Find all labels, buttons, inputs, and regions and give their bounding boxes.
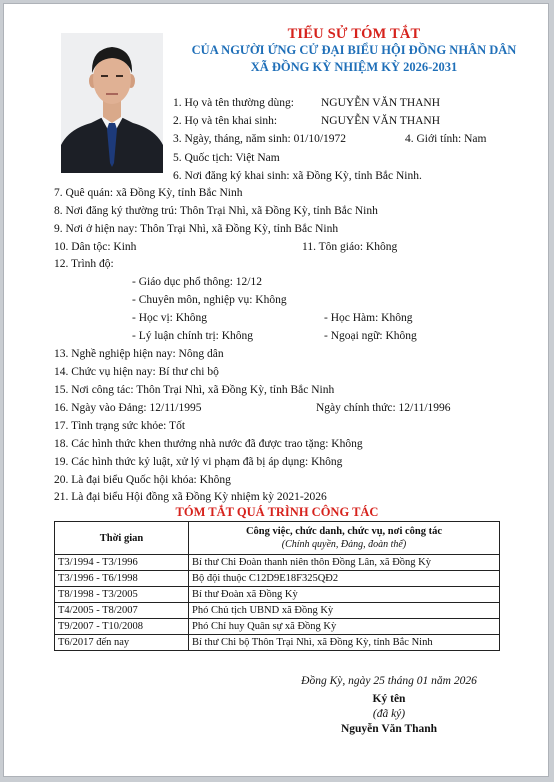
table-row (55, 587, 500, 603)
document-subtitle-1: CỦA NGƯỜI ỨNG CỬ ĐẠI BIỂU HỘI ĐỒNG NHÂN DÂN (191, 43, 517, 57)
cell-description: Phó Chỉ huy Quân sự xã Đồng Kỳ (189, 619, 500, 635)
field-political-theory: - Lý luận chính trị: Không (132, 330, 254, 342)
table-row (55, 635, 500, 651)
cell-time: T3/1994 - T3/1996 (55, 555, 189, 571)
table-row (55, 603, 500, 619)
info-line-1 (173, 96, 440, 110)
field-health: 17. Tình trạng sức khỏe: Tốt (54, 420, 186, 432)
field-foreign-language: - Ngoại ngữ: Không (324, 330, 417, 342)
section-title-work-history: TÓM TẮT QUÁ TRÌNH CÔNG TÁC (175, 505, 379, 519)
field-ethnicity: 10. Dân tộc: Kinh (54, 241, 137, 253)
column-header-time: Thời gian (55, 522, 189, 555)
field-hometown: 7. Quê quán: xã Đồng Kỳ, tỉnh Bắc Ninh (54, 187, 243, 199)
cell-description: Bí thư Đoàn xã Đồng Kỳ (189, 587, 500, 603)
table-header-row (55, 522, 500, 555)
field-education-heading: 12. Trình độ: (54, 258, 114, 270)
info-line-2 (173, 114, 440, 128)
field-label-birth-name: 2. Họ và tên khai sinh: (173, 115, 278, 127)
signature-name: Nguyễn Văn Thanh (340, 723, 438, 735)
field-academic-degree: - Học vị: Không (132, 312, 208, 324)
field-awards: 18. Các hình thức khen thưởng nhà nước đã được trao tặng: Không (54, 438, 363, 450)
signature-place-date: Đồng Kỳ, ngày 25 tháng 01 năm 2026 (301, 675, 477, 687)
field-nationality: 5. Quốc tịch: Việt Nam (173, 152, 280, 164)
column-header-description-main: Công việc, chức danh, chức vụ, nơi công tác (245, 526, 443, 537)
field-current-residence: 9. Nơi ở hiện nay: Thôn Trại Nhì, xã Đồng Kỳ, tỉnh Bắc Ninh (54, 223, 339, 235)
field-gender: 4. Giới tính: Nam (405, 133, 487, 145)
table-row (55, 555, 500, 571)
column-header-description-sub: (Chính quyền, Đảng, đoàn thể) (281, 539, 407, 550)
field-party-official-date: Ngày chính thức: 12/11/1996 (316, 402, 451, 414)
field-current-position: 14. Chức vụ hiện nay: Bí thư chi bộ (54, 366, 219, 378)
column-header-description (189, 522, 500, 555)
field-value-birth-name: NGUYỄN VĂN THANH (321, 115, 441, 127)
field-general-education: - Giáo dục phổ thông: 12/12 (132, 276, 262, 288)
field-permanent-residence: 8. Nơi đăng ký thường trú: Thôn Trại Nhì, xã Đồng Kỳ, tỉnh Bắc Ninh (54, 205, 378, 217)
table-row (55, 619, 500, 635)
field-disciplinary: 19. Các hình thức kỷ luật, xử lý vi phạm đã bị áp dụng: Không (54, 456, 343, 468)
field-party-join-date: 16. Ngày vào Đảng: 12/11/1995 (54, 402, 202, 414)
field-workplace: 15. Nơi công tác: Thôn Trại Nhì, xã Đồng Kỳ, tỉnh Bắc Ninh (54, 384, 335, 396)
table-row (55, 571, 500, 587)
signature-signed-note: (đã ký) (372, 708, 406, 720)
document-title: TIỂU SỬ TÓM TẮT (287, 26, 421, 42)
cell-description: Bí thư Chi bộ Thôn Trại Nhì, xã Đồng Kỳ, tỉnh Bắc Ninh (189, 635, 500, 651)
cell-time: T8/1998 - T3/2005 (55, 587, 189, 603)
cell-description: Phó Chủ tịch UBND xã Đồng Kỳ (189, 603, 500, 619)
field-value-common-name: NGUYỄN VĂN THANH (321, 97, 441, 109)
field-council-term: 21. Là đại biểu Hội đồng xã Đồng Kỳ nhiệm kỳ 2021-2026 (54, 491, 327, 503)
signature-label: Ký tên (372, 693, 406, 705)
cell-time: T3/1996 - T6/1998 (55, 571, 189, 587)
document-subtitle-2: XÃ ĐỒNG KỲ NHIỆM KỲ 2026-2031 (250, 60, 458, 74)
document-page (3, 3, 549, 777)
portrait-photo (61, 33, 163, 173)
field-birth-date: 3. Ngày, tháng, năm sinh: 01/10/1972 (173, 133, 347, 145)
field-national-assembly: 20. Là đại biểu Quốc hội khóa: Không (54, 474, 231, 486)
cell-time: T6/2017 đến nay (55, 635, 189, 651)
cell-description: Bộ đội thuộc C12D9E18F325QĐ2 (189, 571, 500, 587)
cell-time: T9/2007 - T10/2008 (55, 619, 189, 635)
cell-time: T4/2005 - T8/2007 (55, 603, 189, 619)
field-religion: 11. Tôn giáo: Không (302, 241, 398, 253)
cell-description: Bí thư Chi Đoàn thanh niên thôn Đồng Lân, xã Đồng Kỳ (189, 555, 500, 571)
field-birth-registration: 6. Nơi đăng ký khai sinh: xã Đồng Kỳ, tỉnh Bắc Ninh. (173, 170, 422, 182)
field-label-common-name: 1. Họ và tên thường dùng: (173, 97, 294, 109)
field-academic-title: - Học Hàm: Không (324, 312, 413, 324)
field-occupation: 13. Nghề nghiệp hiện nay: Nông dân (54, 348, 224, 360)
field-professional-qualification: - Chuyên môn, nghiệp vụ: Không (132, 294, 287, 306)
work-history-table (54, 521, 500, 651)
